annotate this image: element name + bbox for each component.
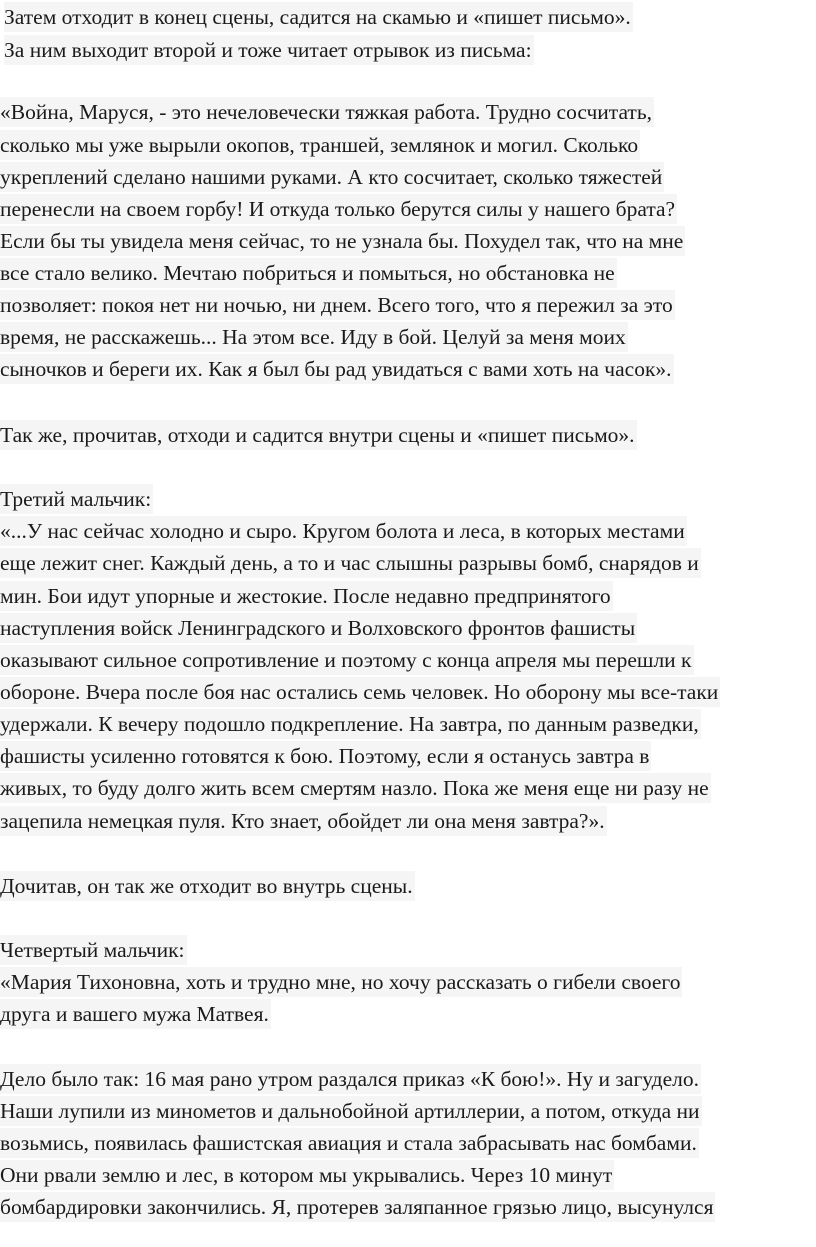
text-line: Они рвали землю и лес, в котором мы укрывались. Через 10 минут (0, 1160, 614, 1190)
text-line: наступления войск Ленинградского и Волховского фронтов фашисты (0, 613, 637, 643)
text-line: Наши лупили из минометов и дальнобойной артиллерии, а потом, откуда ни (0, 1096, 702, 1126)
text-line: «Война, Маруся, - это нечеловечески тяжкая работа. Трудно сосчитать, (0, 97, 654, 127)
text-line: мин. Бои идут упорные и жестокие. После недавно предпринятого (0, 581, 613, 611)
text-line: бомбардировки закончились. Я, протерев заляпанное грязью лицо, высунулся (0, 1192, 715, 1222)
text-line: друга и вашего мужа Матвея. (0, 999, 271, 1029)
text-line: сыночков и береги их. Как я был бы рад увидаться с вами хоть на часок». (0, 354, 674, 384)
text-line: живых, то буду долго жить всем смертям назло. Пока же меня еще ни разу не (0, 773, 711, 803)
text-line: Если бы ты увидела меня сейчас, то не узнала бы. Похудел так, что на мне (0, 226, 685, 256)
text-line: Так же, прочитав, отходи и садится внутри сцены и «пишет письмо». (0, 420, 637, 450)
text-line: возьмись, появилась фашистская авиация и стала забрасывать нас бомбами. (0, 1128, 699, 1158)
text-line: «...У нас сейчас холодно и сыро. Кругом болота и леса, в которых местами (0, 516, 687, 546)
text-line: Четвертый мальчик: (0, 935, 187, 965)
text-line: перенесли на своем горбу! И откуда только берутся силы у нашего брата? (0, 194, 677, 224)
text-line: все стало велико. Мечтаю побриться и помыться, но обстановка не (0, 258, 617, 288)
text-line: оказывают сильное сопротивление и поэтому с конца апреля мы перешли к (0, 645, 694, 675)
text-line: еще лежит снег. Каждый день, а то и час слышны разрывы бомб, снарядов и (0, 548, 701, 578)
text-line: Третий мальчик: (0, 484, 153, 514)
text-line: зацепила немецкая пуля. Кто знает, обойдет ли она меня завтра?». (0, 806, 607, 836)
text-line: Дочитав, он так же отходит во внутрь сцены. (0, 871, 415, 901)
text-line: укреплений сделано нашими руками. А кто сосчитает, сколько тяжестей (0, 162, 664, 192)
text-line: время, не расскажешь... На этом все. Иду в бой. Целуй за меня моих (0, 322, 628, 352)
text-line: Затем отходит в конец сцены, садится на скамью и «пишет письмо». (4, 2, 633, 32)
text-line: удержали. К вечеру подошло подкрепление. На завтра, по данным разведки, (0, 709, 701, 739)
text-line: фашисты усиленно готовятся к бою. Поэтому, если я останусь завтра в (0, 741, 651, 771)
text-line: За ним выходит второй и тоже читает отрывок из письма: (4, 35, 534, 65)
text-line: «Мария Тихоновна, хоть и трудно мне, но хочу рассказать о гибели своего (0, 967, 682, 997)
text-line: Дело было так: 16 мая рано утром раздался приказ «К бою!». Ну и загудело. (0, 1064, 701, 1094)
text-line: обороне. Вчера после боя нас остались семь человек. Но оборону мы все-таки (0, 677, 720, 707)
text-line: сколько мы уже вырыли окопов, траншей, землянок и могил. Сколько (0, 130, 640, 160)
text-line: позволяет: покоя нет ни ночью, ни днем. Всего того, что я пережил за это (0, 290, 675, 320)
